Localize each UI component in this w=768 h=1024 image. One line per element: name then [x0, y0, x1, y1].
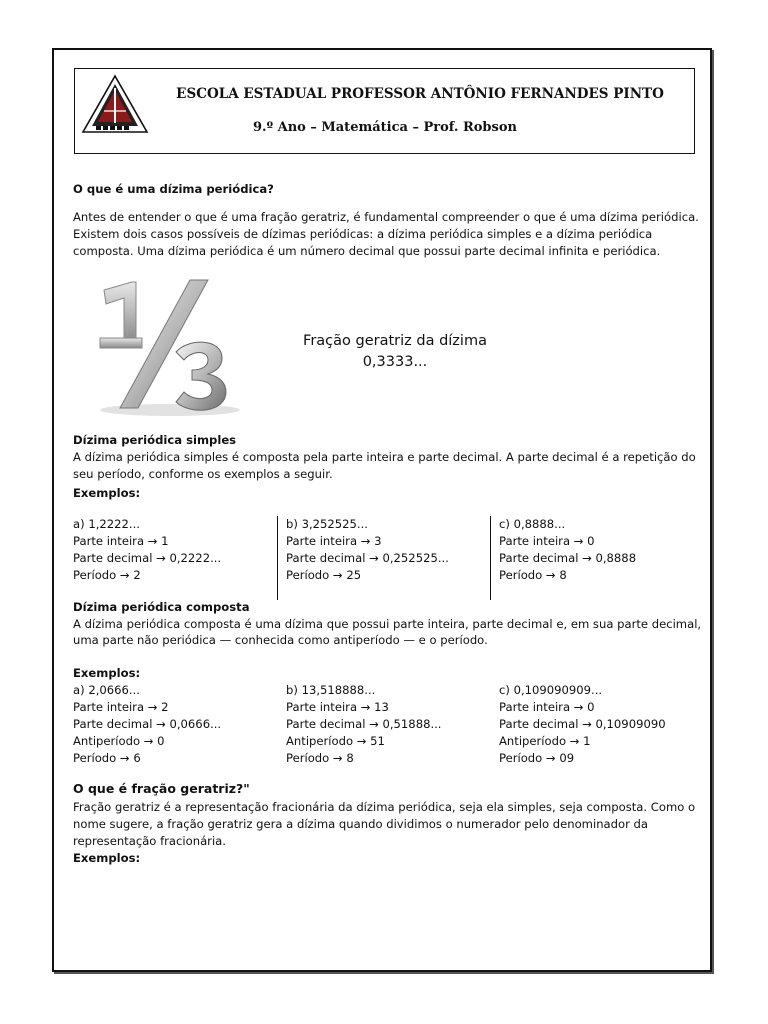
example-line: Parte decimal → 0,0666... [73, 717, 222, 731]
geratriz-line: nome sugere, a fração geratriz gera a dízima quando dividimos o numerador pelo denominador da [73, 817, 649, 831]
example-line: Período → 25 [286, 568, 362, 582]
example-line: Período → 8 [286, 751, 354, 765]
example-line: Período → 09 [499, 751, 575, 765]
example-line: a) 1,2222... [73, 517, 140, 531]
intro-heading: O que é uma dízima periódica? [73, 182, 274, 196]
example-line: Parte decimal → 0,10909090 [499, 717, 666, 731]
caption-line: Fração geratriz da dízima [303, 333, 487, 349]
composite-example-a [73, 682, 221, 767]
example-line: Parte decimal → 0,8888 [499, 551, 637, 565]
simple-example-a [73, 516, 221, 584]
example-line: Antiperíodo → 0 [73, 734, 165, 748]
geratriz-line: representação fracionária. [73, 834, 226, 848]
composite-line: A dízima periódica composta é uma dízima que possui parte inteira, parte decimal e, em sua parte decimal, [73, 617, 702, 631]
example-line: b) 3,252525... [286, 517, 368, 531]
example-line: Parte inteira → 3 [286, 534, 382, 548]
school-name: ESCOLA ESTADUAL PROFESSOR ANTÔNIO FERNANDES PINTO [176, 86, 664, 102]
simple-line: A dízima periódica simples é composta pela parte inteira e parte decimal. A parte decimal é a repetição do [73, 450, 696, 464]
column-divider [490, 516, 491, 600]
intro-line: Existem dois casos possíveis de dízimas periódicas: a dízima periódica simples e a dízima periódica [73, 227, 653, 241]
example-line: Período → 8 [499, 568, 567, 582]
one-third-fraction-image [92, 276, 242, 418]
simple-examples-label: Exemplos: [73, 486, 141, 500]
example-line: Período → 6 [73, 751, 141, 765]
example-line: Parte decimal → 0,51888... [286, 717, 442, 731]
example-line: Parte inteira → 0 [499, 700, 595, 714]
school-logo-icon [80, 73, 150, 135]
example-line: Parte decimal → 0,2222... [73, 551, 222, 565]
example-line: Antiperíodo → 1 [499, 734, 591, 748]
geratriz-line: Fração geratriz é a representação fracionária da dízima periódica, seja ela simples, seja composta. Como o [73, 800, 696, 814]
simple-line: seu período, conforme os exemplos a seguir. [73, 467, 333, 481]
class-info: 9.º Ano – Matemática – Prof. Robson [253, 120, 517, 135]
example-line: b) 13,518888... [286, 683, 376, 697]
column-divider [277, 516, 278, 600]
example-line: Antiperíodo → 51 [286, 734, 385, 748]
geratriz-examples-label: Exemplos: [73, 851, 141, 865]
intro-line: Antes de entender o que é uma fração geratriz, é fundamental compreender o que é uma dízima periódica. [73, 210, 699, 224]
example-line: Período → 2 [73, 568, 141, 582]
composite-line: uma parte não periódica — conhecida como antiperíodo — e o período. [73, 633, 488, 647]
composite-example-b [286, 682, 442, 767]
caption-line: 0,3333... [362, 354, 428, 370]
header-box [74, 68, 695, 154]
figure-caption [290, 331, 500, 373]
example-line: Parte inteira → 0 [499, 534, 595, 548]
intro-line: composta. Uma dízima periódica é um número decimal que possui parte decimal infinita e periódica. [73, 244, 661, 258]
example-line: Parte inteira → 1 [73, 534, 169, 548]
composite-examples-label: Exemplos: [73, 666, 141, 680]
example-line: c) 0,8888... [499, 517, 566, 531]
example-line: c) 0,109090909... [499, 683, 603, 697]
geratriz-heading: O que é fração geratriz?" [73, 781, 250, 796]
simple-example-c [499, 516, 636, 584]
example-line: Parte decimal → 0,252525... [286, 551, 449, 565]
composite-heading: Dízima periódica composta [73, 600, 250, 614]
composite-example-c [499, 682, 666, 767]
example-line: a) 2,0666... [73, 683, 140, 697]
example-line: Parte inteira → 13 [286, 700, 389, 714]
simple-example-b [286, 516, 449, 584]
simple-heading: Dízima periódica simples [73, 433, 237, 447]
example-line: Parte inteira → 2 [73, 700, 169, 714]
